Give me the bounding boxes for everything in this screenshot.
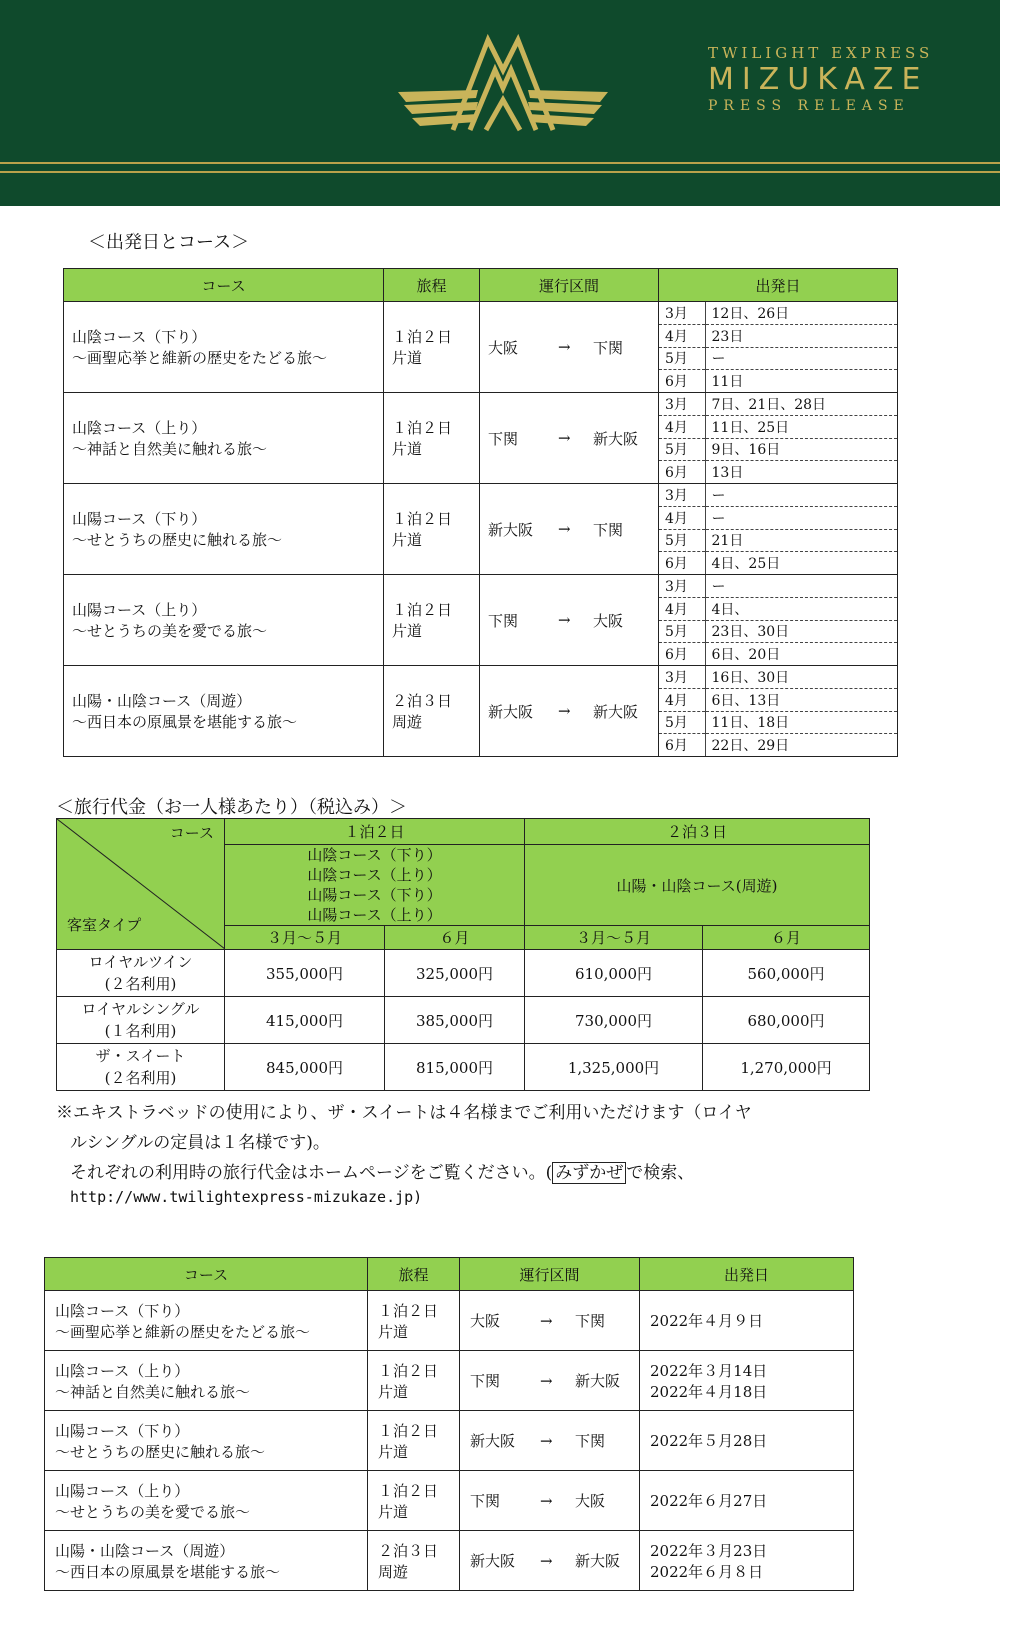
trip-type: 片道 [378, 1502, 409, 1521]
brand-line1: TWILIGHT EXPRESS [708, 44, 934, 62]
route-to: 新大阪 [593, 702, 639, 721]
corner-room-label: 客室タイプ [67, 916, 142, 934]
day-list: 13日 [711, 465, 744, 481]
note-line1: ※エキストラベッドの使用により、ザ・スイートは４名様までご利用いただけます（ロイヤ [56, 1103, 752, 1123]
price-cell: 355,000円 [225, 950, 385, 997]
course-cell [64, 575, 384, 666]
route-from: 新大阪 [488, 520, 534, 539]
departure-date: 2022年４月18日 [650, 1382, 768, 1401]
departure-date: 2022年５月28日 [650, 1432, 768, 1450]
date-list [659, 666, 897, 756]
month-label: 3月 [659, 484, 705, 507]
course-name: 山陰コース（下り） [55, 1301, 190, 1320]
departure-date: 2022年６月27日 [650, 1492, 768, 1510]
course-name: 山陽コース（上り） [55, 1481, 190, 1500]
trip-length: １泊２日 [378, 1361, 439, 1380]
col-header: コース [64, 269, 384, 302]
table-row [45, 1471, 854, 1531]
corner-cell [57, 819, 225, 950]
course-cell [45, 1531, 368, 1591]
arrow-icon: → [540, 1371, 553, 1390]
date-cell [640, 1291, 854, 1351]
departure-date: 2022年３月14日 [650, 1361, 768, 1380]
course-subtitle: 〜せとうちの歴史に触れる旅〜 [72, 531, 283, 549]
mizukaze-logo [398, 30, 608, 135]
table-row [64, 575, 898, 666]
table-row [45, 1531, 854, 1591]
course-name: 山陽コース（下り） [72, 510, 207, 528]
period-header: ３月〜５月 [525, 926, 703, 950]
trip-type: 周遊 [392, 713, 423, 731]
route-cell [480, 302, 659, 393]
course-cell [45, 1291, 368, 1351]
col-header: 旅程 [384, 269, 480, 302]
period-header: ６月 [385, 926, 525, 950]
course-subtitle: 〜西日本の原風景を堪能する旅〜 [55, 1562, 281, 1581]
note-text: それぞれの利用時の旅行代金はホームページをご覧ください。( [70, 1163, 553, 1183]
price-row [57, 997, 870, 1044]
route-to: 新大阪 [593, 429, 639, 448]
course-name: 山陰コース（上り） [72, 419, 207, 437]
col-header: 出発日 [659, 269, 898, 302]
date-cell [640, 1351, 854, 1411]
date-cell [659, 393, 898, 484]
month-label: 3月 [659, 393, 705, 416]
route-to: 大阪 [575, 1492, 606, 1510]
route-to: 大阪 [593, 611, 624, 630]
room-capacity: (１名利用) [104, 1022, 177, 1040]
col-header: コース [45, 1258, 368, 1291]
date-list [659, 302, 897, 392]
room-type-cell [57, 1044, 225, 1091]
course-cell [64, 393, 384, 484]
trip-cell [384, 575, 480, 666]
period-header: ３月〜５月 [225, 926, 385, 950]
price-cell: 730,000円 [525, 997, 703, 1044]
course-subtitle: 〜神話と自然美に触れる旅〜 [72, 440, 268, 458]
month-label: 6月 [659, 734, 705, 757]
arrow-icon: → [558, 338, 571, 356]
section2-title: ＜旅行代金（お一人様あたり）（税込み）＞ [56, 797, 407, 818]
banner-stripe [0, 171, 1000, 173]
departure-date: 2022年６月８日 [650, 1562, 764, 1581]
route-from: 下関 [488, 611, 519, 630]
table-row [64, 666, 898, 757]
course-cell [45, 1411, 368, 1471]
route-cell [480, 484, 659, 575]
route-to: 新大阪 [575, 1552, 621, 1570]
course-subtitle: 〜画聖応挙と維新の歴史をたどる旅〜 [72, 349, 328, 367]
price-cell: 815,000円 [385, 1044, 525, 1091]
course-name: 山陽コース（上り） [72, 601, 207, 619]
trip-cell [368, 1531, 460, 1591]
day-list: ー [705, 507, 897, 530]
month-label: 3月 [659, 302, 705, 325]
brand-block [708, 44, 933, 114]
course-name: 山陽コース（上り） [307, 906, 442, 924]
trip-cell [384, 484, 480, 575]
date-list [659, 575, 897, 665]
room-type: ロイヤルツイン [88, 953, 193, 971]
course-subtitle: 〜神話と自然美に触れる旅〜 [55, 1382, 251, 1401]
col-header: 運行区間 [460, 1258, 640, 1291]
note-line2: ルシングルの定員は１名様です)。 [70, 1133, 330, 1153]
route-to: 下関 [575, 1312, 606, 1330]
price-cell: 680,000円 [703, 997, 870, 1044]
course-cell [64, 302, 384, 393]
arrow-icon: → [540, 1491, 553, 1510]
trip-cell [368, 1351, 460, 1411]
month-label: 3月 [659, 575, 705, 598]
route-from: 下関 [470, 1492, 501, 1510]
brand-line2: MIZUKAZE [708, 62, 929, 97]
arrow-icon: → [540, 1431, 553, 1450]
date-cell [659, 666, 898, 757]
table-row [45, 1291, 854, 1351]
route-cell [460, 1531, 640, 1591]
month-label: 4月 [659, 416, 705, 439]
group-1night: １泊２日 [225, 819, 525, 845]
route-to: 下関 [593, 520, 624, 539]
price-cell: 415,000円 [225, 997, 385, 1044]
group-2night: ２泊３日 [525, 819, 870, 845]
departure-table [63, 268, 898, 757]
price-row [57, 1044, 870, 1091]
departure-date: 2022年３月23日 [650, 1541, 768, 1560]
room-type: ザ・スイート [95, 1047, 186, 1065]
price-cell: 385,000円 [385, 997, 525, 1044]
room-capacity: (２名利用) [104, 975, 177, 993]
month-label: 6月 [659, 552, 705, 575]
route-from: 大阪 [470, 1312, 501, 1330]
route-cell [480, 666, 659, 757]
day-list: 23日 [705, 325, 897, 348]
date-cell [659, 302, 898, 393]
period-header: ６月 [703, 926, 870, 950]
course-cell [45, 1471, 368, 1531]
section1-title: ＜出発日とコース＞ [88, 232, 250, 253]
date-list [659, 484, 897, 574]
room-type-cell [57, 997, 225, 1044]
trip-length: １泊２日 [392, 419, 453, 437]
trip-length: １泊２日 [392, 510, 453, 528]
course-cell [45, 1351, 368, 1411]
brand-line3: PRESS RELEASE [708, 98, 910, 114]
day-list: ー [705, 484, 897, 507]
trip-type: 片道 [378, 1382, 409, 1401]
month-label: 6月 [659, 461, 705, 484]
route-from: 大阪 [488, 338, 519, 357]
course-list [225, 845, 525, 926]
note-line3 [70, 1158, 694, 1183]
col-header: 運行区間 [480, 269, 659, 302]
month-label: 6月 [659, 643, 705, 666]
course-name: 山陽・山陰コース(周遊) [525, 845, 870, 926]
day-list: 16日、30日 [705, 666, 897, 689]
website-url[interactable]: http://www.twilightexpress-mizukaze.jp) [70, 1188, 423, 1206]
route-cell [460, 1351, 640, 1411]
arrow-icon: → [558, 520, 571, 538]
course-name: 山陰コース（上り） [55, 1361, 190, 1380]
day-list: ー [705, 575, 897, 598]
price-cell: 560,000円 [703, 950, 870, 997]
arrow-icon: → [558, 429, 571, 447]
route-from: 新大阪 [488, 702, 534, 721]
price-cell: 845,000円 [225, 1044, 385, 1091]
route-from: 下関 [470, 1372, 501, 1390]
course-name: 山陽・山陰コース（周遊） [55, 1541, 235, 1560]
trip-length: １泊２日 [378, 1301, 439, 1320]
course-cell [64, 666, 384, 757]
trip-length: １泊２日 [392, 328, 453, 346]
route-to: 下関 [593, 338, 624, 357]
trip-type: 周遊 [378, 1562, 409, 1581]
course-subtitle: 〜せとうちの美を愛でる旅〜 [72, 622, 268, 640]
month-label: 4月 [659, 598, 705, 621]
price-cell: 325,000円 [385, 950, 525, 997]
trip-length: １泊２日 [378, 1421, 439, 1440]
departure-date: 2022年４月９日 [650, 1312, 764, 1330]
month-label: 6月 [659, 370, 705, 393]
price-cell: 1,270,000円 [703, 1044, 870, 1091]
price-row [57, 950, 870, 997]
month-label: 5月 [659, 347, 705, 370]
trip-cell [384, 666, 480, 757]
route-cell [460, 1471, 640, 1531]
date-cell [640, 1411, 854, 1471]
course-name: 山陰コース（上り） [307, 866, 442, 884]
day-list: 23日、30日 [705, 620, 897, 643]
price-cell: 1,325,000円 [525, 1044, 703, 1091]
trip-length: １泊２日 [378, 1481, 439, 1500]
date-cell [659, 575, 898, 666]
day-list: 4日、 [705, 598, 897, 621]
day-list: 6日、13日 [705, 689, 897, 712]
table-row [64, 302, 898, 393]
month-label: 5月 [659, 438, 705, 461]
price-table [56, 818, 870, 1091]
table-row [64, 393, 898, 484]
day-list: 21日 [705, 529, 897, 552]
course-cell [64, 484, 384, 575]
schedule-table [44, 1257, 854, 1591]
course-subtitle: 〜西日本の原風景を堪能する旅〜 [72, 713, 298, 731]
date-cell [640, 1471, 854, 1531]
trip-type: 片道 [378, 1322, 409, 1341]
month-label: 3月 [659, 666, 705, 689]
course-name: 山陽コース（下り） [307, 886, 442, 904]
day-list: ー [705, 347, 897, 370]
route-from: 下関 [488, 429, 519, 448]
route-from: 新大阪 [470, 1432, 516, 1450]
day-list: 7日、21日、28日 [705, 393, 897, 416]
search-keyword: みずかぜ [552, 1162, 626, 1184]
course-name: 山陰コース（下り） [307, 846, 442, 864]
trip-type: 片道 [392, 531, 423, 549]
trip-cell [368, 1291, 460, 1351]
day-list: 11日 [711, 374, 744, 390]
course-name: 山陽・山陰コース（周遊） [72, 692, 252, 710]
col-header: 旅程 [368, 1258, 460, 1291]
corner-course-label: コース [169, 824, 214, 842]
day-list: 12日、26日 [705, 302, 897, 325]
date-cell [640, 1531, 854, 1591]
trip-cell [368, 1471, 460, 1531]
table-row [45, 1411, 854, 1471]
table-row [64, 484, 898, 575]
trip-type: 片道 [392, 622, 423, 640]
trip-length: ２泊３日 [378, 1541, 439, 1560]
route-cell [460, 1291, 640, 1351]
course-name: 山陽コース（下り） [55, 1421, 190, 1440]
day-list: 22日、29日 [711, 738, 790, 754]
header-banner [0, 0, 1000, 206]
trip-length: ２泊３日 [392, 692, 453, 710]
price-cell: 610,000円 [525, 950, 703, 997]
banner-stripe [0, 162, 1000, 164]
route-to: 新大阪 [575, 1372, 621, 1390]
room-capacity: (２名利用) [104, 1069, 177, 1087]
route-cell [480, 393, 659, 484]
arrow-icon: → [558, 702, 571, 720]
date-list [659, 393, 897, 483]
month-label: 4月 [659, 507, 705, 530]
col-header: 出発日 [640, 1258, 854, 1291]
month-label: 5月 [659, 711, 705, 734]
course-name: 山陰コース（下り） [72, 328, 207, 346]
trip-length: １泊２日 [392, 601, 453, 619]
course-subtitle: 〜せとうちの美を愛でる旅〜 [55, 1502, 251, 1521]
trip-cell [384, 302, 480, 393]
note-text: で検索、 [626, 1163, 695, 1183]
table-row [45, 1351, 854, 1411]
route-from: 新大阪 [470, 1552, 516, 1570]
room-type: ロイヤルシングル [81, 1000, 200, 1018]
trip-type: 片道 [392, 440, 423, 458]
room-type-cell [57, 950, 225, 997]
month-label: 5月 [659, 620, 705, 643]
arrow-icon: → [540, 1551, 553, 1570]
trip-cell [368, 1411, 460, 1471]
route-to: 下関 [575, 1432, 606, 1450]
course-subtitle: 〜せとうちの歴史に触れる旅〜 [55, 1442, 266, 1461]
day-list: 9日、16日 [705, 438, 897, 461]
day-list: 4日、25日 [711, 556, 781, 572]
day-list: 6日、20日 [711, 647, 781, 663]
course-subtitle: 〜画聖応挙と維新の歴史をたどる旅〜 [55, 1322, 311, 1341]
route-cell [480, 575, 659, 666]
trip-type: 片道 [392, 349, 423, 367]
arrow-icon: → [540, 1311, 553, 1330]
trip-cell [384, 393, 480, 484]
month-label: 5月 [659, 529, 705, 552]
month-label: 4月 [659, 325, 705, 348]
day-list: 11日、25日 [705, 416, 897, 439]
route-cell [460, 1411, 640, 1471]
trip-type: 片道 [378, 1442, 409, 1461]
month-label: 4月 [659, 689, 705, 712]
day-list: 11日、18日 [705, 711, 897, 734]
date-cell [659, 484, 898, 575]
arrow-icon: → [558, 611, 571, 629]
